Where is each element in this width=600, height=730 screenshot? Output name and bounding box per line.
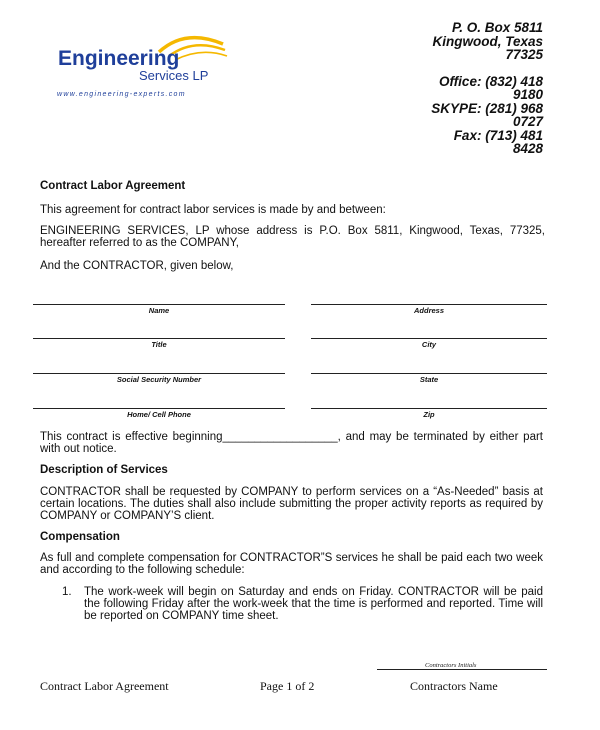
name-label: Name: [148, 306, 170, 315]
initials-field[interactable]: [377, 669, 547, 670]
address-field[interactable]: [311, 304, 547, 305]
address-line2: Kingwood, Texas: [432, 33, 543, 49]
footer-page-number: Page 1 of 2: [260, 679, 315, 693]
company-paragraph: ENGINEERING SERVICES, LP whose address is P.O. Box 5811, Kingwood, Texas, 77325, hereafter referred to as the COMPANY,: [40, 225, 545, 249]
skype-line1: SKYPE: (281) 968: [431, 100, 543, 116]
ssn-field[interactable]: [33, 373, 285, 374]
initials-label: Contractors Initials: [425, 662, 477, 669]
name-field[interactable]: [33, 304, 285, 305]
services-heading: Description of Services: [40, 464, 168, 476]
address-line1: P. O. Box 5811: [451, 20, 543, 35]
fax-line1: Fax: (713) 481: [453, 127, 543, 143]
contractor-paragraph: And the CONTRACTOR, given below,: [40, 260, 234, 272]
logo-title: Engineering: [58, 47, 180, 70]
city-field[interactable]: [311, 338, 547, 339]
skype-line2: 0727: [512, 114, 543, 129]
services-paragraph: CONTRACTOR shall be requested by COMPANY to perform services on a “As-Needed” basis at certain locations. The duties shall also include submitting the proper activity reports as required by COMPANY or COMPANY’S client.: [40, 486, 543, 522]
effective-paragraph: This contract is effective beginning__________________, and may be terminated by either part with out notice.: [40, 431, 543, 455]
office-phone-line1: Office: (832) 418: [438, 73, 543, 89]
title-field[interactable]: [33, 338, 285, 339]
footer-left: Contract Labor Agreement: [40, 679, 169, 693]
logo-website: www.engineering-experts.com: [57, 91, 186, 98]
office-phone-line2: 9180: [512, 87, 543, 102]
list-number: 1.: [62, 586, 72, 598]
address-label: Address: [413, 306, 444, 315]
address-line3: 77325: [505, 47, 543, 62]
phone-field[interactable]: [33, 408, 285, 409]
state-field[interactable]: [311, 373, 547, 374]
state-label: State: [419, 375, 439, 384]
footer-right: Contractors Name: [410, 679, 498, 693]
fax-line2: 8428: [512, 141, 543, 156]
intro-text: This agreement for contract labor services is made by and between:: [40, 204, 386, 216]
company-logo: [55, 30, 230, 105]
contact-block: [343, 21, 543, 156]
zip-field[interactable]: [311, 408, 547, 409]
document-title: Contract Labor Agreement: [40, 180, 186, 192]
logo-subtitle: Services LP: [139, 68, 209, 83]
title-label: Title: [151, 340, 167, 349]
list-item-text: The work-week will begin on Saturday and ends on Friday. CONTRACTOR will be paid the following Friday after the work-week that the time is performed and reported. Time will be reported on COMPANY time sheet.: [84, 586, 543, 622]
zip-label: Zip: [423, 410, 435, 419]
compensation-paragraph: As full and complete compensation for CONTRACTOR”S services he shall be paid each two week and according to the following schedule:: [40, 552, 543, 576]
phone-label: Home/ Cell Phone: [127, 410, 191, 419]
ssn-label: Social Security Number: [116, 375, 202, 384]
compensation-heading: Compensation: [40, 531, 120, 543]
city-label: City: [421, 340, 437, 349]
